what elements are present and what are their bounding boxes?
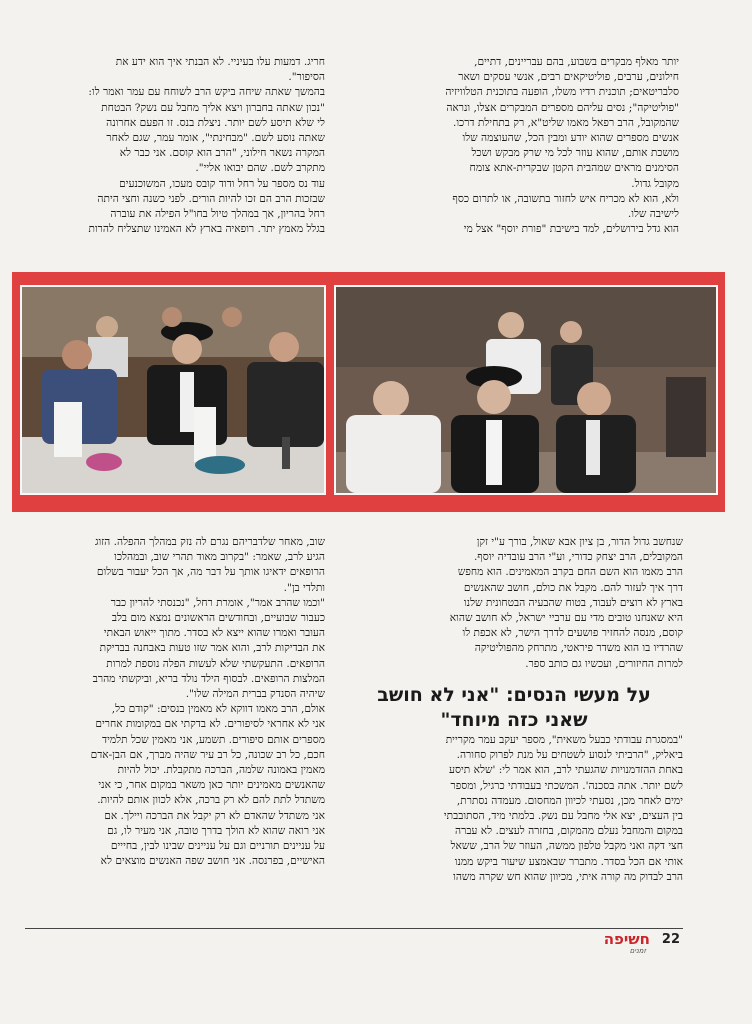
page-number: 22 — [661, 932, 680, 947]
section-heading — [345, 683, 683, 733]
article-column-bottom-right: שנחשב גדול הדור, בן ציון אבא שאול, בורך ע"י זקן המקובלים, הרב יצחק כדורי, וע"י הרב עובדיה יוסף. הרב מאמו הוא השם החם בקרב המאמינים. הוא מחפש דרך איך לעזור להם. מקבל את כולם, חושב שהאנשים בארץ לא רוצים לעבוד, בטוח שהבעיה הבטחונית שלנו היא שאנחנו טובים מדי עם ערביי ישראל, לא חושב שהוא קוסם, מנסה להחזיר פושעים לדרך הישר, לא אכפת לו שהרדיו בו הוא משדר פיראטי, מתרחק מהפוליטיקה למרות החיזורים, ועכשיו גם כותב ספר. — [449, 536, 683, 670]
event-photo-left-image — [22, 287, 324, 493]
article-column-top-left: חריג. דמעות עלו בעיניי. לא הבנתי איך הוא ידע את הסיפור". בהמשך שאתה שיחה ביקש הרב לשוחח עם עמר ואמר לו: "נכון שאתה בחברון ויצא אליך מחבל עם נשק? הבטחת לי שלא תיסע לשם יותר. ניצלת בנס. זו הפעם אחרונה שאתה נוסע לשם. "מבחינתי", אומר עמר, שגם לאחר המקרה נשאר חילוני, "הרב הוא קוסם. אני כבר לא מתקרב לשם. שהם יבואו אליי". עוד נס מספר על רחל ודוד קובס מעכו, המשוכנעים שבזכות הרב הם זכו להיות הורים. לפני כשנה וחצי היתה רחל בהריון, אך במהלך טיול בחו"ל הפילה את עוברה בגלל מאמץ יתר. רופאיה בארץ לא האמינו שתצליח להרות — [88, 56, 325, 236]
page-footer — [570, 928, 680, 954]
event-photo-right-image — [336, 287, 716, 493]
event-photo-left — [20, 285, 326, 495]
article-column-bottom-right-body: "במסגרת עבודתי כבעל משאית", מספר יעקב עמר מקריית ביאליק, "הרביתי לנסוע לשטחים על מנת לפרוק סחורה. באחת ההזדמנויות שהגעתי לרב, הוא אמר לי: 'שלא תיסע לשם יותר. אתה בסכנה'. המשכתי בעבודתי כרגיל, ומספר ימים לאחר מכן, נסעתי לכיוון המחסום. מעמדה נסתרת, בין העצים, יצא אלי מחבל עם נשק. בלמתי מיד, הסתובבתי במקום והמחבל נעלם מהמקום, בחזרה לעצים. לא עברה חצי דקה ואני מקבל טלפון ממשה, העוזר של הרב, ששאל אותי אם הכל בסדר. מתברר שבאמצע שיעור ביקש ממנו הרב לבדוק מה קורה איתי, מכיוון שהוא חש שקרה משהו — [443, 734, 683, 883]
photo-band — [12, 272, 725, 512]
article-column-top-right: יותר מאלף מבקרים בשבוע, בהם עבריינים, דתיים, חילונים, ערבים, פוליטיקאים רבים, אנשי עסקים ושאר סלבריטאים; תוכנית רדיו משלו, הופעה בתוכנית הטלוויזיה "פוליטיקה"; נסים עליהם מספרים המבקרים אצלו, ונראה שהמקובל, הרב רפאל מאמו שליט"א, רק בתחילת דרכו. אנשים מספרים שהוא יודע ומבין הכל, שהעוצמה שלו מושכת אותם, שהוא עוזר לכל מי שרק מבקש ושכל הסימנים מראים שמהבית הקטן שבקרית-אתא צומח מקובל גדול. ולא, הוא לא מכריח איש לחזור בתשובה, או לתרום כסף לישיבה שלו. הוא גדל בירושלים, למד בישיבת "פורת יוסף" אצל מי — [445, 56, 679, 236]
magazine-logo: חשיפה — [603, 930, 650, 948]
event-photo-right — [334, 285, 718, 495]
article-column-bottom-left: שוב, מאחר שלדבריהם נגרם לה נזק במהלך ההפלה. הזוג הגיע לרב, שאמר: "בקרוב מאוד תהרי שוב, ובמהלכו הרופאים ידאיגו אותך על דבר מה, אך הכל יעבור בשלום ותלדי בן". "וכמו שהרב אמר", אומרת רחל, "נכנסתי להריון כבר כעבור שבועיים, ובחודשים הראשונים נמצא מום בלב העובר ואמרו שהוא ייצא לא בסדר. מתוך ייאוש הבאתי את הבדיקות לרב, והוא אמר שזו טעות באבחנה בבדיקת הרופאים. התעקשתי שלא לעשות הפלה נוספת למרות המלצות הרופאים. לבסוף הילד נולד בריא, וביקשתי מהרב שיהיה הסנדק בברית המילה שלו". אולם, הרב מאמו דווקא לא מאמין בנסים: "קודם כל, אני לא אחראי לסיפורים. לא בדקתי אם במקומות אחרים מספרים אותם סיפורים. תשמע, אני מאמין שכל תלמיד חכם, כל רב שכונה, כל רב עיר שהיה מברך, אם הבן-אדם מאמין באמונה שלמה, הברכה מתקבלת. יכול להיות שהאנשים מאמינים יותר כאן משאר במקום אחר, כי אני משתדל לתת להם לא רק ברכה, אלא לכוון אותם להיות. אני משתדל שהאדם לא רק יקבל את הברכה ויילך. אם אני רואה שהוא לא הולך בדרך טובה, אני מעיר לו, גם על עניינים תורניים וגם על עניינים שבינו לבין, בחייים האישיים, בפרנסה. אני חושב שפה האנשים מוצאים לא — [90, 536, 325, 868]
magazine-logo-subtitle: זמנים — [629, 947, 646, 955]
section-heading-line-1: על מעשי הנסים: "אני לא חושב — [377, 684, 651, 706]
section-heading-line-2: שאני כזה מיוחד" — [440, 709, 588, 731]
